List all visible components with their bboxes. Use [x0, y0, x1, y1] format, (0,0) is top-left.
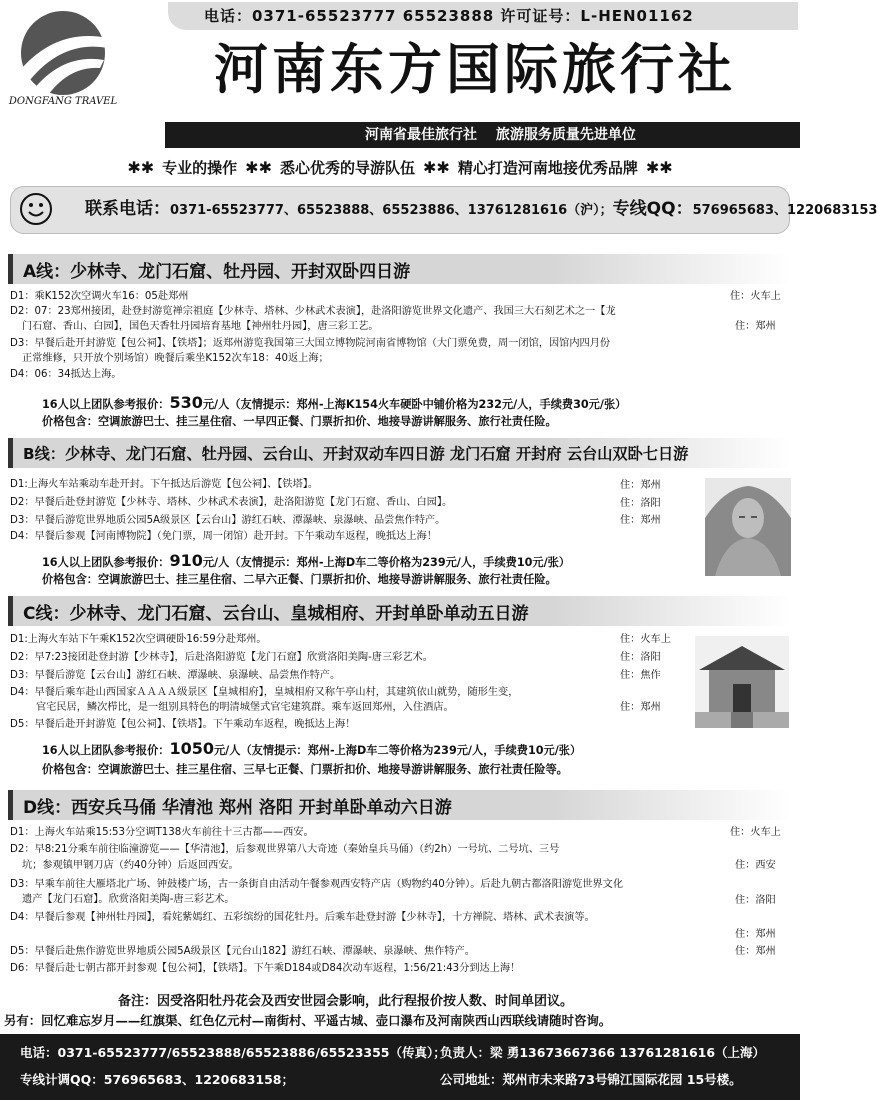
itinerary-line: 坑；参观镇甲钢刀店（约40分钟）后返回西安。: [22, 860, 239, 871]
qq-label: 专线QQ：: [612, 199, 693, 219]
buddha-statue-photo: [705, 478, 791, 576]
contact-line: [85, 196, 877, 224]
price-label: 16人以上团队参考报价：: [42, 744, 170, 757]
itinerary-line: 遗产【龙门石窟】。欣赏洛阳美陶-唐三彩艺术。: [22, 894, 235, 905]
itinerary-line: D1：上海火车站乘15:53分空调T138火车前往十三古都——西安。: [10, 827, 314, 838]
itinerary-line: D3：早餐后赴开封游览【包公祠】、【铁塔】；返郑州游览我国第三大国立博物院河南省博物馆（大门票免费，周一闭馆，因馆内四月份: [10, 338, 611, 349]
slogan-bar: 河南省最佳旅行社 旅游服务质量先进单位: [165, 122, 800, 148]
footer-qq: 专线计调QQ：576965683、1220683158；: [20, 1072, 295, 1087]
route-c-header: [8, 596, 792, 626]
price-includes: 价格包含：空调旅游巴士、挂三星住宿、二早六正餐、门票折扣价、地接导游讲解服务、旅行社责任险。: [42, 573, 557, 586]
route-price: [42, 740, 581, 760]
header-phone-license: 电话：0371-65523777 65523888 许可证号：L-HEN01162: [168, 2, 798, 30]
route-d-header: [8, 790, 792, 820]
remarks-note: 备注：因受洛阳牡丹花会及西安世园会影响，此行程报价按人数、时间单团议。: [118, 994, 574, 1009]
motto-item: 专业的操作: [162, 159, 238, 177]
stay-location: 住：洛阳: [620, 652, 661, 663]
itinerary-line: D2：早7:23接团赴登封游【少林寺】，后赴洛阳游览【龙门石窟】欣赏洛阳美陶-唐三彩艺术。: [10, 652, 433, 663]
star-icon: ✱✱: [423, 158, 450, 177]
stay-location: 住：郑州: [620, 480, 661, 491]
footer-phones: 电话：0371-65523777/65523888/65523886/65523355（传真）；: [20, 1045, 446, 1060]
itinerary-line: D4：早餐后参观【神州牡丹园】，看姹紫嫣红、五彩缤纷的国花牡丹。后乘车赴登封游【少林寺】，十方禅院、塔林、武术表演等。: [10, 912, 595, 923]
itinerary-line: D3：早餐后游览世界地质公园5A级景区【云台山】游红石峡、潭瀑峡、泉瀑峡、品尝焦作特产。: [10, 515, 446, 526]
itinerary-line: D4：早餐后乘车赴山西国家ＡＡＡＡ级景区【皇城相府】，皇城相府又称午亭山村，其建筑依山就势，随形生变，: [10, 687, 519, 698]
itinerary-line: D5：早餐后赴焦作游览世界地质公园5A级景区【元台山182】游红石峡、潭瀑峡、泉瀑峡、焦作特产。: [10, 946, 475, 957]
smiley-icon: [20, 193, 52, 225]
itinerary-line: D5：早餐后赴开封游览【包公祠】、【铁塔】。下午乘动车返程，晚抵达上海！: [10, 719, 356, 730]
motto-item: 精心打造河南地接优秀品牌: [457, 159, 638, 177]
price-value: 1050: [169, 739, 214, 758]
itinerary-line: D2：早餐后赴登封游览【少林寺、塔林、少林武术表演】，赴洛阳游览【龙门石窟、香山、白园】。: [10, 497, 453, 508]
stay-location: 住：郑州: [620, 515, 661, 526]
stay-location: 住：洛阳: [735, 895, 776, 906]
agency-name: 河南东方国际旅行社: [214, 38, 736, 101]
route-a-header: [8, 254, 792, 284]
footer-manager: 负责人：梁 勇13673667366 13761281616（上海）: [440, 1045, 766, 1060]
stay-location: 住：郑州: [735, 929, 776, 940]
itinerary-line: D4：早餐后参观【河南博物院】（免门票，周一闭馆）赴开封。下午乘动车返程，晚抵达上海！: [10, 531, 437, 542]
route-price: [42, 552, 570, 572]
itinerary-line: D2：早8:21分乘车前往临潼游览——【华清池】，后参观世界第八大奇迹（秦始皇兵马俑）（约2h）一号坑、二号坑、三号: [10, 844, 560, 855]
temple-building-photo: [695, 636, 789, 728]
price-label: 16人以上团队参考报价：: [42, 398, 170, 411]
stay-location: 住：郑州: [735, 946, 776, 957]
price-includes: 价格包含：空调旅游巴士、挂三星住宿、一早四正餐、门票折扣价、地接导游讲解服务、旅行社责任险。: [42, 415, 557, 428]
route-price: [42, 394, 626, 414]
itinerary-line: 官宅民居，鳞次栉比，是一组别具特色的明清城堡式官宅建筑群。乘车返回郑州，入住酒店。: [36, 702, 454, 713]
stay-location: 住：火车上: [620, 634, 671, 645]
itinerary-line: D1：乘K152次空调火车16：05赴郑州: [10, 291, 189, 302]
qq-numbers: 576965683、1220683153: [692, 203, 877, 218]
itinerary-line: 正常维修，只开放个别场馆）晚餐后乘坐K152次车18：40返上海；: [22, 353, 329, 364]
price-label: 16人以上团队参考报价：: [42, 556, 170, 569]
price-note: 元/人（友情提示：郑州-上海D车二等价格为239元/人，手续费10元/张）: [213, 744, 582, 757]
stay-location: 住：西安: [735, 860, 776, 871]
route-title: D线：西安兵马俑 华清池 郑州 洛阳 开封单卧单动六日游: [23, 798, 452, 818]
motto-row: [0, 154, 800, 182]
phone-numbers: 0371-65523777、65523888、65523886、13761281616（沪）；: [170, 203, 613, 218]
price-includes: 价格包含：空调旅游巴士、挂三星住宿、三早七正餐、门票折扣价、地接导游讲解服务、旅行社责任险等。: [42, 763, 568, 776]
stay-location: 住：洛阳: [620, 498, 661, 509]
route-title: C线：少林寺、龙门石窟、云台山、皇城相府、开封单卧单动五日游: [23, 604, 529, 624]
additional-routes-note: 另有：回忆难忘岁月——红旗渠、红色亿元村—南街村、平遥古城、壶口瀑布及河南陕西山西联线请随时咨询。: [4, 1013, 612, 1028]
route-b-header: [8, 438, 792, 468]
logo-wordmark: DONGFANG TRAVEL: [8, 96, 118, 107]
stay-location: 住：郑州: [620, 702, 661, 713]
stay-location: 住：火车上: [730, 291, 781, 302]
star-icon: ✱✱: [127, 158, 155, 177]
itinerary-line: D2：07：23郑州接团，赴登封游览禅宗祖庭【少林寺、塔林、少林武术表演】，赴洛阳游览世界文化遗产、我国三大石刻艺术之一【龙: [10, 306, 616, 317]
itinerary-line: D3：早餐后游览【云台山】游红石峡、潭瀑峡、泉瀑峡、品尝焦作特产。: [10, 670, 341, 681]
price-value: 530: [169, 393, 203, 412]
itinerary-line: D4：06：34抵达上海。: [10, 369, 122, 380]
motto-item: 悉心优秀的导游队伍: [279, 159, 415, 177]
footer-address: 公司地址：郑州市未来路73号锦江国际花园 15号楼。: [440, 1072, 742, 1087]
price-note: 元/人（友情提示：郑州-上海K154火车硬卧中铺价格为232元/人，手续费30元/张）: [202, 398, 627, 411]
route-title: B线：少林寺、龙门石窟、牡丹园、云台山、开封双动车四日游 龙门石窟 开封府 云台山双卧七日游: [23, 445, 689, 463]
stay-location: 住：火车上: [730, 827, 781, 838]
route-title: A线：少林寺、龙门石窟、牡丹园、开封双卧四日游: [23, 262, 411, 282]
star-icon: ✱✱: [645, 158, 673, 177]
price-value: 910: [169, 551, 203, 570]
itinerary-line: D3：早乘车前往大雁塔北广场、钟鼓楼广场，古一条街自由活动午餐参观西安特产店（购物约40分钟）。后赴九朝古都洛阳游览世界文化: [10, 879, 624, 890]
stay-location: 住：焦作: [620, 670, 661, 681]
itinerary-line: D1:上海火车站下午乘K152次空调硬卧16:59分赴郑州。: [10, 634, 267, 645]
footer-bar: [0, 1034, 800, 1100]
stay-location: 住：郑州: [735, 321, 776, 332]
phone-label: 联系电话：: [85, 199, 170, 219]
itinerary-line: D6：早餐后赴七朝古都开封参观【包公祠】，【铁塔】。下午乘D184或D84次动车返程，1:56/21:43分到达上海！: [10, 963, 521, 974]
itinerary-line: D1:上海火车站乘动车赴开封。下午抵达后游览【包公祠】、【铁塔】。: [10, 479, 319, 490]
star-icon: ✱✱: [245, 158, 272, 177]
price-note: 元/人（友情提示：郑州-上海D车二等价格为239元/人，手续费10元/张）: [202, 556, 571, 569]
itinerary-line: 门石窟、香山、白园】，国色天香牡丹园培育基地【神州牡丹园】，唐三彩工艺。: [22, 321, 379, 332]
